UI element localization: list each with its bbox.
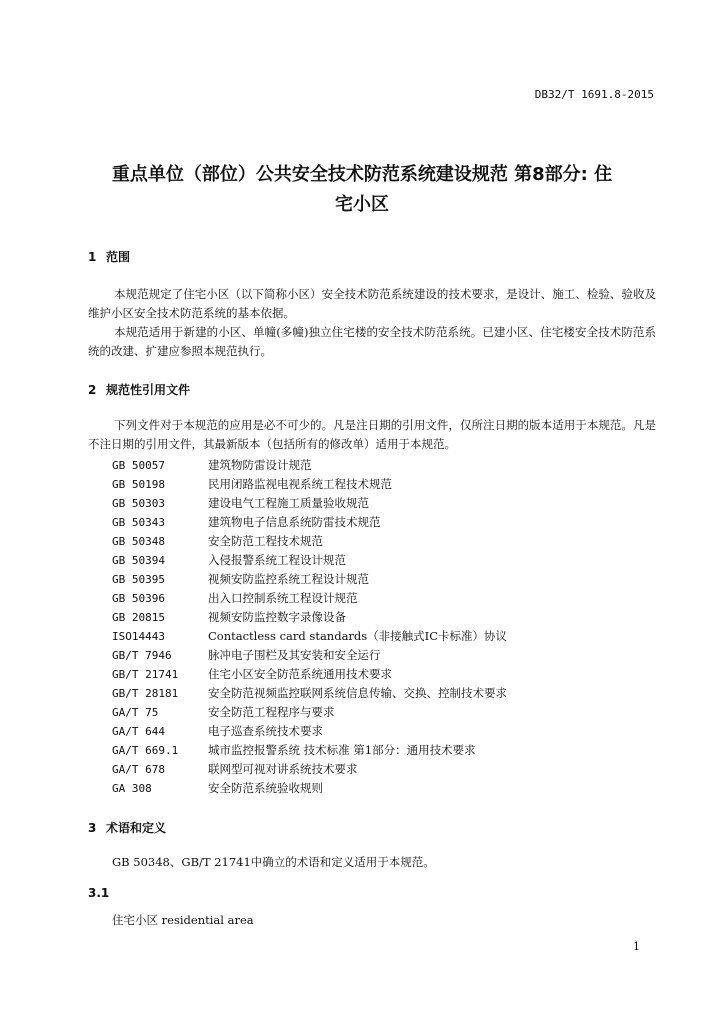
reference-title: 脉冲电子围栏及其安装和安全运行 [208, 648, 381, 662]
reference-title: 安全防范视频监控联网系统信息传输、交换、控制技术要求 [208, 686, 507, 700]
subsection-3-1-number: 3.1 [88, 886, 110, 900]
reference-code: GB 50303 [112, 497, 165, 510]
title-line-2: 宅小区 [335, 194, 389, 215]
reference-code: GA/T 644 [112, 725, 165, 738]
reference-row [112, 722, 672, 741]
reference-row [112, 684, 672, 703]
reference-row [112, 456, 672, 475]
reference-title: 视频安防监控数字录像设备 [208, 610, 346, 624]
reference-title: 安全防范工程技术规范 [208, 534, 323, 548]
reference-title: 视频安防监控系统工程设计规范 [208, 572, 369, 586]
reference-title: Contactless card standards（非接触式IC卡标准）协议 [208, 629, 508, 643]
reference-code: GB/T 28181 [112, 687, 179, 700]
reference-code: GB 50343 [112, 516, 165, 529]
section-1-paragraph-1: 本规范规定了住宅小区（以下简称小区）安全技术防范系统建设的技术要求，是设计、施工、检验、验收及维护小区安全技术防范系统的基本依据。 [88, 287, 656, 320]
reference-title: 安全防范工程程序与要求 [208, 705, 335, 719]
reference-code: GB 50057 [112, 459, 165, 472]
reference-row [112, 703, 672, 722]
reference-list [112, 456, 672, 798]
section-1-title: 范围 [106, 250, 131, 264]
reference-row [112, 475, 672, 494]
section-3-title: 术语和定义 [106, 821, 167, 835]
reference-title: 建设电气工程施工质量验收规范 [208, 496, 369, 510]
section-1-heading [88, 248, 130, 265]
reference-code: GB/T 7946 [112, 649, 172, 662]
section-1-paragraph-2: 本规范适用于新建的小区、单幢(多幢)独立住宅楼的安全技术防范系统。已建小区、住宅楼安全技术防范系统的改建、扩建应参照本规范执行。 [88, 325, 656, 358]
reference-code: GB 20815 [112, 611, 165, 624]
reference-code: GA/T 75 [112, 706, 159, 719]
reference-code: GB 50198 [112, 478, 165, 491]
section-3-number: 3 [88, 821, 97, 835]
reference-title: 城市监控报警系统 技术标准 第1部分：通用技术要求 [208, 743, 476, 757]
reference-row [112, 741, 672, 760]
reference-code: GB 50394 [112, 554, 165, 567]
reference-title: 安全防范系统验收规则 [208, 781, 323, 795]
reference-title: 民用闭路监视电视系统工程技术规范 [208, 477, 392, 491]
section-3-heading [88, 819, 166, 836]
reference-code: GB/T 21741 [112, 668, 179, 681]
reference-title: 住宅小区安全防范系统通用技术要求 [208, 667, 392, 681]
reference-row [112, 589, 672, 608]
reference-row [112, 608, 672, 627]
reference-code: GB 50395 [112, 573, 165, 586]
reference-row [112, 779, 672, 798]
reference-title: 联网型可视对讲系统技术要求 [208, 762, 358, 776]
reference-code: ISO14443 [112, 630, 165, 643]
reference-row [112, 570, 672, 589]
page-number: 1 [633, 940, 640, 953]
section-2-title: 规范性引用文件 [106, 383, 191, 397]
section-3-intro: GB 50348、GB/T 21741中确立的术语和定义适用于本规范。 [112, 855, 435, 869]
title-line-1: 重点单位（部位）公共安全技术防范系统建设规范 第8部分: 住 [111, 164, 613, 185]
reference-row [112, 551, 672, 570]
document-code: DB32/T 1691.8-2015 [534, 88, 654, 101]
reference-code: GB 50348 [112, 535, 165, 548]
reference-row [112, 513, 672, 532]
reference-row [112, 760, 672, 779]
reference-code: GA/T 669.1 [112, 744, 179, 757]
reference-title: 建筑物防雷设计规范 [208, 458, 312, 472]
section-2-number: 2 [88, 383, 97, 397]
reference-code: GA 308 [112, 782, 152, 795]
document-title [60, 160, 664, 220]
reference-row [112, 665, 672, 684]
term-3-1: 住宅小区 residential area [112, 913, 254, 927]
reference-row [112, 646, 672, 665]
reference-code: GA/T 678 [112, 763, 165, 776]
reference-row [112, 532, 672, 551]
reference-title: 电子巡查系统技术要求 [208, 724, 323, 738]
section-2-heading [88, 381, 190, 398]
reference-row [112, 494, 672, 513]
section-1-number: 1 [88, 250, 97, 264]
reference-title: 入侵报警系统工程设计规范 [208, 553, 346, 567]
reference-title: 出入口控制系统工程设计规范 [208, 591, 358, 605]
reference-row [112, 627, 672, 646]
section-2-intro: 下列文件对于本规范的应用是必不可少的。凡是注日期的引用文件，仅所注日期的版本适用于本规范。凡是不注日期的引用文件，其最新版本（包括所有的修改单）适用于本规范。 [88, 418, 656, 451]
reference-title: 建筑物电子信息系统防雷技术规范 [208, 515, 381, 529]
reference-code: GB 50396 [112, 592, 165, 605]
